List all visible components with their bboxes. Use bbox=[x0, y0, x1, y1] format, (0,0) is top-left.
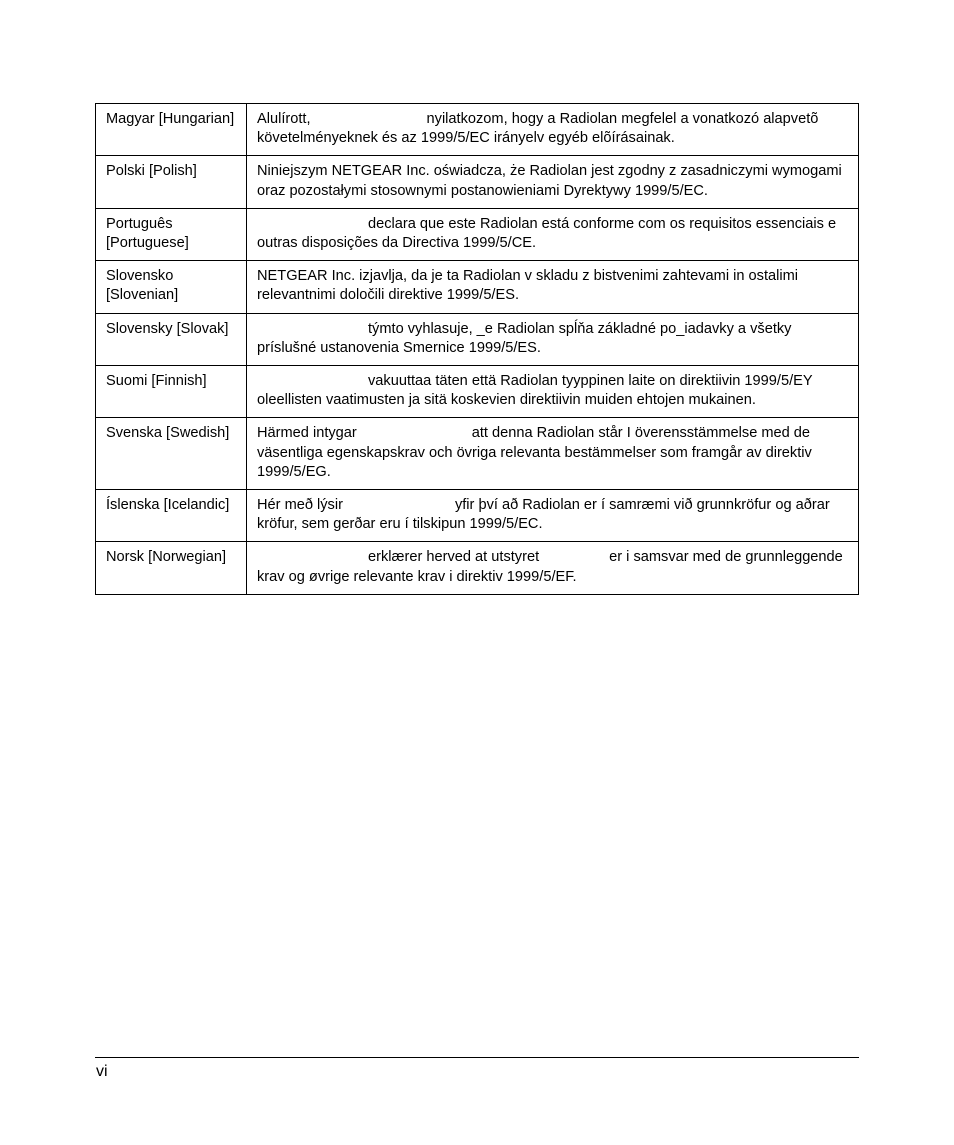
language-cell: Slovensky [Slovak] bbox=[96, 313, 247, 365]
declaration-text: nyilatkozom, hogy a Radiolan megfelel a vonatkozó alapvetõ követelményeknek és az 1999/5/EC irányelv egyéb elõírásainak. bbox=[257, 111, 819, 147]
declaration-cell bbox=[247, 208, 859, 260]
declaration-text: declara que este Radiolan está conforme com os requisitos essenciais e outras disposições da Directiva 1999/5/CE. bbox=[257, 215, 837, 252]
declaration-cell bbox=[247, 366, 859, 418]
language-cell: Svenska [Swedish] bbox=[96, 418, 247, 490]
declaration-cell bbox=[247, 542, 859, 594]
declaration-text: Niniejszym NETGEAR Inc. oświadcza, że Radiolan jest zgodny z zasadniczymi wymogami oraz pozostałymi stosownymi postanowieniami Dyrektywy 1999/5/EC. bbox=[257, 163, 842, 199]
declaration-text: vakuuttaa täten että Radiolan tyyppinen laite on direktiivin 1999/5/EY oleellisten vaatimusten ja sitä koskevien direktiivin muiden ehtojen mukainen. bbox=[257, 373, 813, 409]
declaration-text: NETGEAR Inc. izjavlja, da je ta Radiolan v skladu z bistvenimi zahtevami in ostalimi relevantnimi določili direktive 1999/5/ES. bbox=[257, 268, 798, 304]
table-row bbox=[96, 542, 859, 594]
declaration-cell bbox=[247, 418, 859, 490]
declaration-cell bbox=[247, 313, 859, 365]
language-cell: Português [Portuguese] bbox=[96, 208, 247, 260]
table-row bbox=[96, 418, 859, 490]
declaration-cell bbox=[247, 261, 859, 313]
declaration-cell bbox=[247, 156, 859, 208]
declaration-text: Alulírott, bbox=[257, 111, 311, 127]
language-cell: Magyar [Hungarian] bbox=[96, 104, 247, 156]
declaration-cell bbox=[247, 104, 859, 156]
table-row bbox=[96, 261, 859, 313]
declaration-text: er i samsvar med de grunnleggende krav og øvrige relevante krav i direktiv 1999/5/EF. bbox=[257, 549, 843, 585]
declaration-text: Härmed intygar bbox=[257, 425, 357, 442]
language-cell: Slovensko [Slovenian] bbox=[96, 261, 247, 313]
declaration-text: Hér með lýsir bbox=[257, 497, 343, 514]
table-row bbox=[96, 208, 859, 260]
language-cell: Norsk [Norwegian] bbox=[96, 542, 247, 594]
language-cell: Íslenska [Icelandic] bbox=[96, 490, 247, 542]
declaration-text: yfir því að Radiolan er í samræmi við grunnkröfur og aðrar kröfur, sem gerðar eru í tilskipun 1999/5/EC. bbox=[257, 497, 830, 533]
declaration-cell bbox=[247, 490, 859, 542]
declaration-text: erklærer herved at utstyret bbox=[368, 549, 540, 566]
language-cell: Polski [Polish] bbox=[96, 156, 247, 208]
declaration-text: týmto vyhlasuje, _e Radiolan spĺňa základné po_iadavky a všetky príslušné ustanovenia Smernice 1999/5/ES. bbox=[257, 320, 792, 356]
table-row bbox=[96, 490, 859, 542]
table-row bbox=[96, 104, 859, 156]
page-number: vi bbox=[96, 1063, 108, 1080]
declaration-text: att denna Radiolan står I överensstämmelse med de väsentliga egenskapskrav och övriga relevanta bestämmelser som framgår av direktiv 1999/5/EG. bbox=[257, 425, 812, 480]
table-row bbox=[96, 156, 859, 208]
language-cell: Suomi [Finnish] bbox=[96, 366, 247, 418]
declaration-table bbox=[95, 103, 859, 595]
footer-divider bbox=[95, 1057, 859, 1058]
table-row bbox=[96, 366, 859, 418]
table-row bbox=[96, 313, 859, 365]
